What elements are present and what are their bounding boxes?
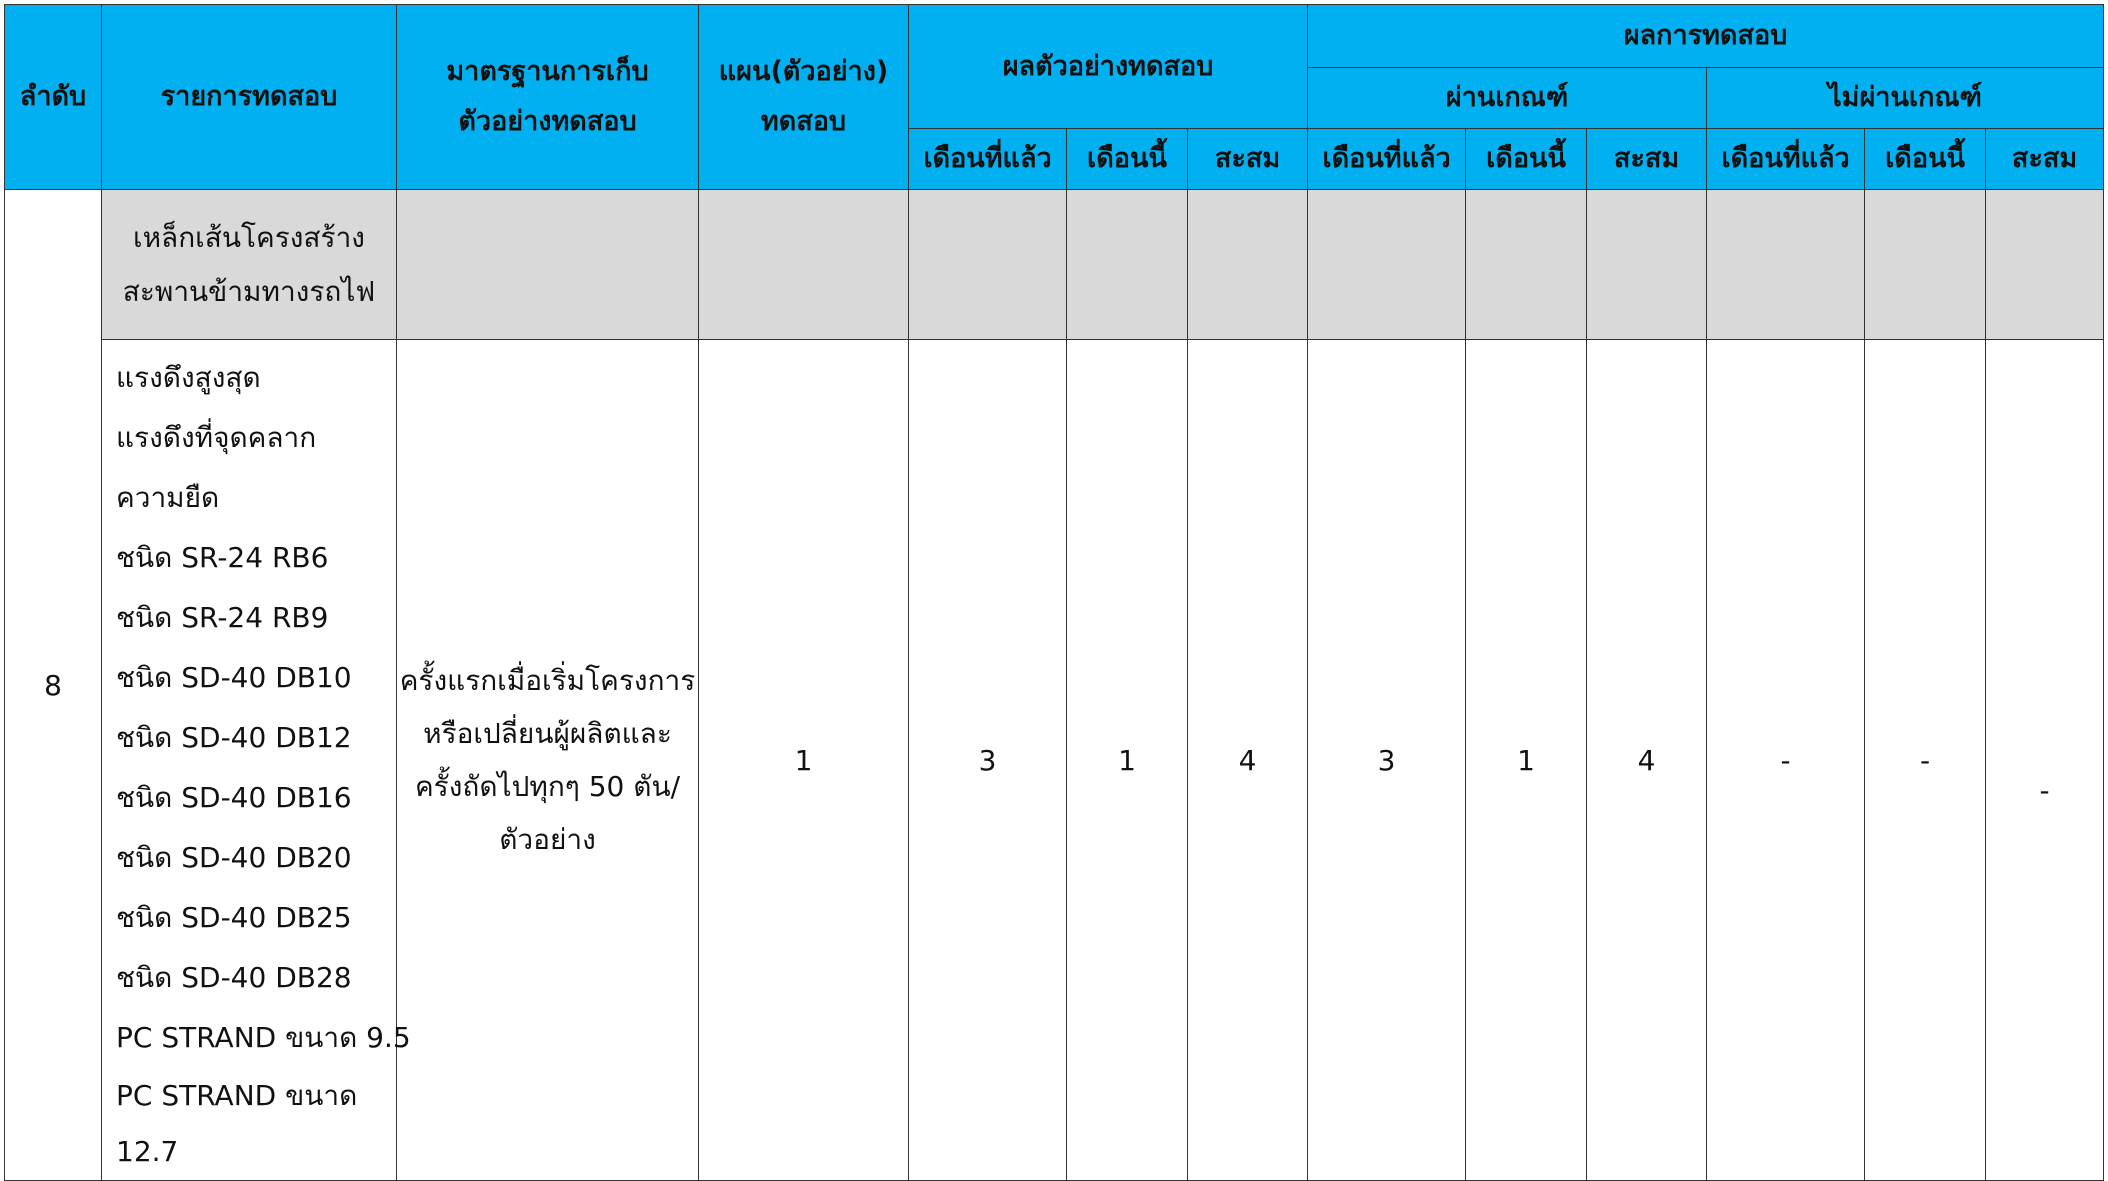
header-sample-last-month: เดือนที่แล้ว: [909, 129, 1067, 190]
test-item: ชนิด SD-40 DB28: [116, 961, 352, 994]
header-fail-cumulative: สะสม: [1986, 129, 2104, 190]
header-pass: ผ่านเกณฑ์: [1308, 68, 1707, 129]
test-item: PC STRAND ขนาด: [116, 1079, 358, 1112]
pass-last-month-value: 3: [1308, 340, 1466, 1181]
test-item: 12.7: [116, 1135, 179, 1168]
category-empty-cell: [397, 190, 699, 340]
category-empty-cell: [1707, 190, 1865, 340]
category-empty-cell: [909, 190, 1067, 340]
sample-cumulative-value: 4: [1188, 340, 1308, 1181]
data-row: [5, 340, 2104, 1181]
test-item: แรงดึงสูงสุด: [116, 361, 261, 394]
standard-line: หรือเปลี่ยนผู้ผลิตและ: [423, 716, 672, 750]
test-item: ชนิด SD-40 DB10: [116, 661, 352, 694]
category-line2: สะพานข้ามทางรถไฟ: [122, 274, 376, 308]
header-pass-cumulative: สะสม: [1587, 129, 1707, 190]
header-fail: ไม่ผ่านเกณฑ์: [1707, 68, 2104, 129]
header-order: ลำดับ: [5, 5, 102, 190]
category-empty-cell: [1587, 190, 1707, 340]
test-item: ชนิด SD-40 DB12: [116, 721, 352, 754]
header-sample-cumulative: สะสม: [1188, 129, 1308, 190]
sample-this-month-value: 1: [1067, 340, 1188, 1181]
test-item: ชนิด SD-40 DB16: [116, 781, 352, 814]
pass-cumulative-value: 4: [1587, 340, 1707, 1181]
category-empty-cell: [1986, 190, 2104, 340]
category-empty-cell: [1466, 190, 1587, 340]
header-sample-this-month: เดือนนี้: [1067, 129, 1188, 190]
standard-cell: [397, 340, 699, 1181]
test-item: ความยืด: [116, 481, 220, 514]
test-item: ชนิด SD-40 DB20: [116, 841, 352, 874]
fail-cumulative-value: -: [1986, 340, 2104, 1181]
standard-line: ครั้งถัดไปทุกๆ 50 ตัน/: [414, 770, 681, 803]
header-plan: [699, 5, 909, 190]
fail-this-month-value: -: [1865, 340, 1986, 1181]
test-results-table: [4, 4, 2104, 1181]
header-fail-this-month: เดือนนี้: [1865, 129, 1986, 190]
test-item: ชนิด SD-40 DB25: [116, 901, 352, 934]
sample-last-month-value: 3: [909, 340, 1067, 1181]
fail-last-month-value: -: [1707, 340, 1865, 1181]
standard-line: ครั้งแรกเมื่อเริ่มโครงการ: [399, 663, 696, 697]
test-item: แรงดึงที่จุดคลาก: [116, 421, 317, 454]
header-fail-last-month: เดือนที่แล้ว: [1707, 129, 1865, 190]
header-plan-line2: ทดสอบ: [760, 106, 847, 137]
header-standard: [397, 5, 699, 190]
header-test-item: รายการทดสอบ: [102, 5, 397, 190]
header-pass-this-month: เดือนนี้: [1466, 129, 1587, 190]
plan-value: 1: [699, 340, 909, 1181]
row-order: 8: [5, 190, 102, 1181]
category-empty-cell: [1067, 190, 1188, 340]
test-item: PC STRAND ขนาด 9.5: [116, 1021, 411, 1054]
header-standard-line1: มาตรฐานการเก็บ: [446, 56, 649, 88]
category-name: [102, 190, 397, 340]
pass-this-month-value: 1: [1466, 340, 1587, 1181]
header-plan-line1: แผน(ตัวอย่าง): [718, 56, 889, 88]
test-items-cell: [102, 340, 411, 1181]
header-pass-last-month: เดือนที่แล้ว: [1308, 129, 1466, 190]
category-line1: เหล็กเส้นโครงสร้าง: [133, 221, 365, 255]
category-row: [5, 190, 2104, 340]
category-empty-cell: [1865, 190, 1986, 340]
test-item: ชนิด SR-24 RB6: [116, 541, 329, 574]
header-standard-line2: ตัวอย่างทดสอบ: [458, 106, 637, 137]
category-empty-cell: [1188, 190, 1308, 340]
standard-line: ตัวอย่าง: [499, 823, 596, 857]
test-item: ชนิด SR-24 RB9: [116, 601, 329, 634]
category-empty-cell: [699, 190, 909, 340]
header-sample-results: ผลตัวอย่างทดสอบ: [909, 5, 1308, 129]
category-empty-cell: [1308, 190, 1466, 340]
header-test-results: ผลการทดสอบ: [1308, 5, 2104, 68]
